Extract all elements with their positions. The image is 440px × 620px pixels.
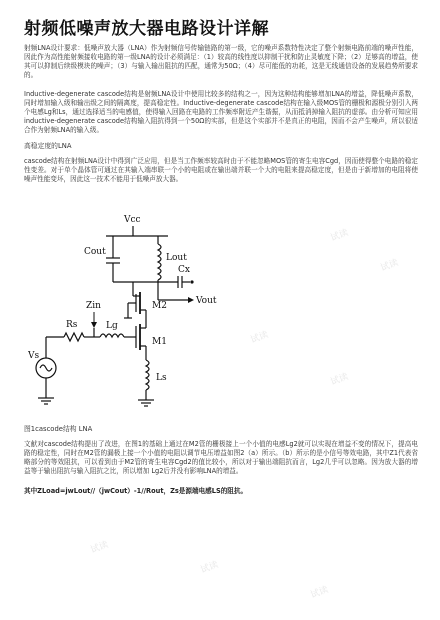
vout-label: Vout [196, 296, 217, 306]
rs-resistor [64, 333, 84, 341]
watermark: 试读 [379, 258, 400, 274]
ls-label: Ls [156, 373, 167, 383]
lout-inductor [158, 244, 161, 280]
stability-heading: 高稳定度的LNA [24, 142, 72, 150]
formula-paragraph: 其中ZLoad=jwLout//（jwCout）-1//Rout，Zs是源端电感LS的阻抗。 [24, 487, 248, 495]
lg-label: Lg [106, 321, 118, 331]
stability-paragraph: cascode结构在射频LNA设计中得到广泛应用，但是当工作频率较高时由于不能忽略MOS管的寄生电容Cgd，因而使得整个电路的稳定性变差。对于单个晶体管可通过在其输入端串联一个小的电阻或在输出端并联一个大的电阻来提高稳定度，但是由于新增加的电阻将使噪声性能变坏，因此这一技术不能用于低噪声放大器。 [24, 157, 418, 183]
rs-label: Rs [66, 320, 78, 330]
circuit-schematic [28, 210, 218, 415]
m2-label: M2 [152, 301, 167, 311]
watermark: 试读 [309, 585, 330, 601]
cout-label: Cout [84, 247, 106, 257]
watermark: 试读 [329, 228, 350, 244]
cx-label: Cx [178, 265, 190, 275]
intro-paragraph: 射频LNA设计要求：低噪声放大器（LNA）作为射频信号传输链路的第一级，它的噪声系数特性决定了整个射频电路前端的噪声性能，因此作为高性能射频接收电路的第一级LNA的设计必须满足：（1）较高的线性度以抑制干扰和防止灵敏度下降；（2）足够高的增益，使其可以抑制后续级模块的噪声；（3）与输入输出阻抗的匹配，通常为50Ω；（4）尽可能低的功耗，这是无线通信设备的发展趋势所要求的。 [24, 44, 418, 79]
page-title: 射频低噪声放大器电路设计详解 [24, 19, 269, 39]
vcc-label: Vcc [124, 215, 141, 225]
analysis-paragraph: 文献对cascode结构提出了改进，在图1的基础上通过在M2管的栅极接上一个小值的电感Lg2就可以实现在增益不变的情况下，提高电路的稳定性，同时在M2管的漏极上接一个小值的电阻以调节电压增益如图2（a）所示。（b）所示的是小信号等效电路，其中Z1代表省略部分的等效阻抗，可以看到由于M2管的寄生电容Cgd2的值比较小，所以对于输出端阻抗而言，Lg2几乎可以忽略。因为放大器的增益等于输出阻抗与输入阻抗之比，所以增加 Lg2后并没有影响LNA的增益。 [24, 440, 418, 475]
watermark: 试读 [249, 330, 270, 346]
lout-label: Lout [166, 253, 187, 263]
watermark: 试读 [89, 540, 110, 556]
watermark: 试读 [329, 372, 350, 388]
zin-label: Zin [86, 301, 101, 311]
vs-label: Vs [28, 351, 40, 361]
ls-inductor [146, 360, 149, 390]
cascode-circuit-diagram [28, 210, 218, 415]
cascode-paragraph: Inductive-degenerate cascode结构是射频LNA设计中使用比较多的结构之一，因为这种结构能够增加LNA的增益，降低噪声系数，同时增加输入级和输出级之间的隔离度，提高稳定性。Inductive-degenerate cascode结构在输入级MOS管的栅极和源极分别引入两个电感Lg和Ls，通过选择适当的电感值，使得输入回路在电路的工作频率附近产生谐振，从而抵消掉输入阻抗的虚部。由分析可知应用inductive-degenerate cascode结构输入阻抗得到一个50Ω的实部，但是这个实部并不是真正的电阻，因而不会产生噪声，所以很适合作为射频LNA的输入级。 [24, 90, 418, 134]
watermark: 试读 [199, 560, 220, 576]
lg-inductor [100, 334, 124, 337]
figure-caption: 图1cascode结构 LNA [24, 425, 93, 433]
m1-label: M1 [152, 337, 167, 347]
